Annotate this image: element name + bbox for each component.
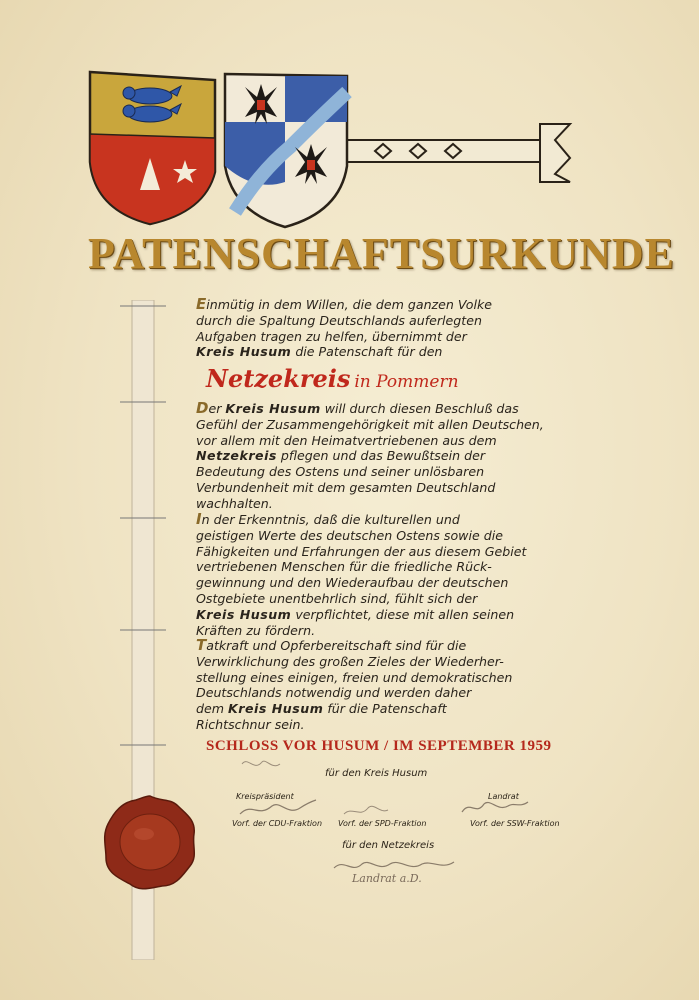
paragraph-1: Der Kreis Husum will durch diesen Beschluß das Gefühl der Zusammengehörigkeit mit allen Deutschen, vor allem mit den Heimatvertriebenen aus dem Netzekreis pflegen und das Bewußtsein der Bedeutung des Ostens und seiner unlösbaren Verbundenheit mit dem gesamten Deutschland wachhalten. (196, 399, 544, 511)
for-netzekreis: für den Netzekreis (342, 840, 435, 851)
handwritten-signatures (236, 752, 576, 827)
place-date: SCHLOSS VOR HUSUM / IM SEPTEMBER 1959 (206, 738, 552, 754)
landrat-label: Landrat (488, 792, 519, 801)
wax-seal (100, 792, 200, 892)
husum-shield (90, 72, 215, 224)
netzekreis-heading: Netzekreis in Pommern (206, 364, 459, 393)
spd-fraction-label: Vorf. der SPD-Fraktion (338, 819, 427, 828)
key-emblem (340, 124, 570, 182)
paragraph-2: In der Erkenntnis, daß die kulturellen und geistigen Werte des deutschen Ostens sowie die Fähigkeiten und Erfahrungen der aus diesem Gebiet vertriebenen Menschen für die friedliche Rück- gewinnung und den Wiederaufbau der deutschen Ostgebiete unentbehrlich sind, fühlt sich der Kreis Husum verpflichtet, diese mit allen seinen Kräften zu fördern. (196, 510, 527, 638)
intro-paragraph: Einmütig in dem Willen, die dem ganzen Volke durch die Spaltung Deutschlands auferlegten Aufgaben tragen zu helfen, übernimmt der Kreis Husum die Patenschaft für den (196, 295, 493, 360)
paragraph-3: Tatkraft und Opferbereitschaft sind für die Verwirklichung des großen Zieles der Wiederher- stellung eines einigen, freien und demokratischen Deutschlands notwendig und werden daher dem Kreis Husum für die Patenschaft Richtschnur sein. (196, 636, 513, 732)
ssw-fraction-label: Vorf. der SSW-Fraktion (470, 819, 560, 828)
cdu-fraction-label: Vorf. der CDU-Fraktion (232, 819, 323, 828)
coat-of-arms-emblem (85, 62, 595, 232)
kreispraesident-label: Kreispräsident (236, 792, 294, 801)
landrat-ad-signature: Landrat a.D. (352, 872, 422, 885)
for-kreis-husum: für den Kreis Husum (325, 768, 428, 779)
netzekreis-shield (225, 74, 347, 227)
certificate-title: PATENSCHAFTSURKUNDE (88, 229, 675, 278)
